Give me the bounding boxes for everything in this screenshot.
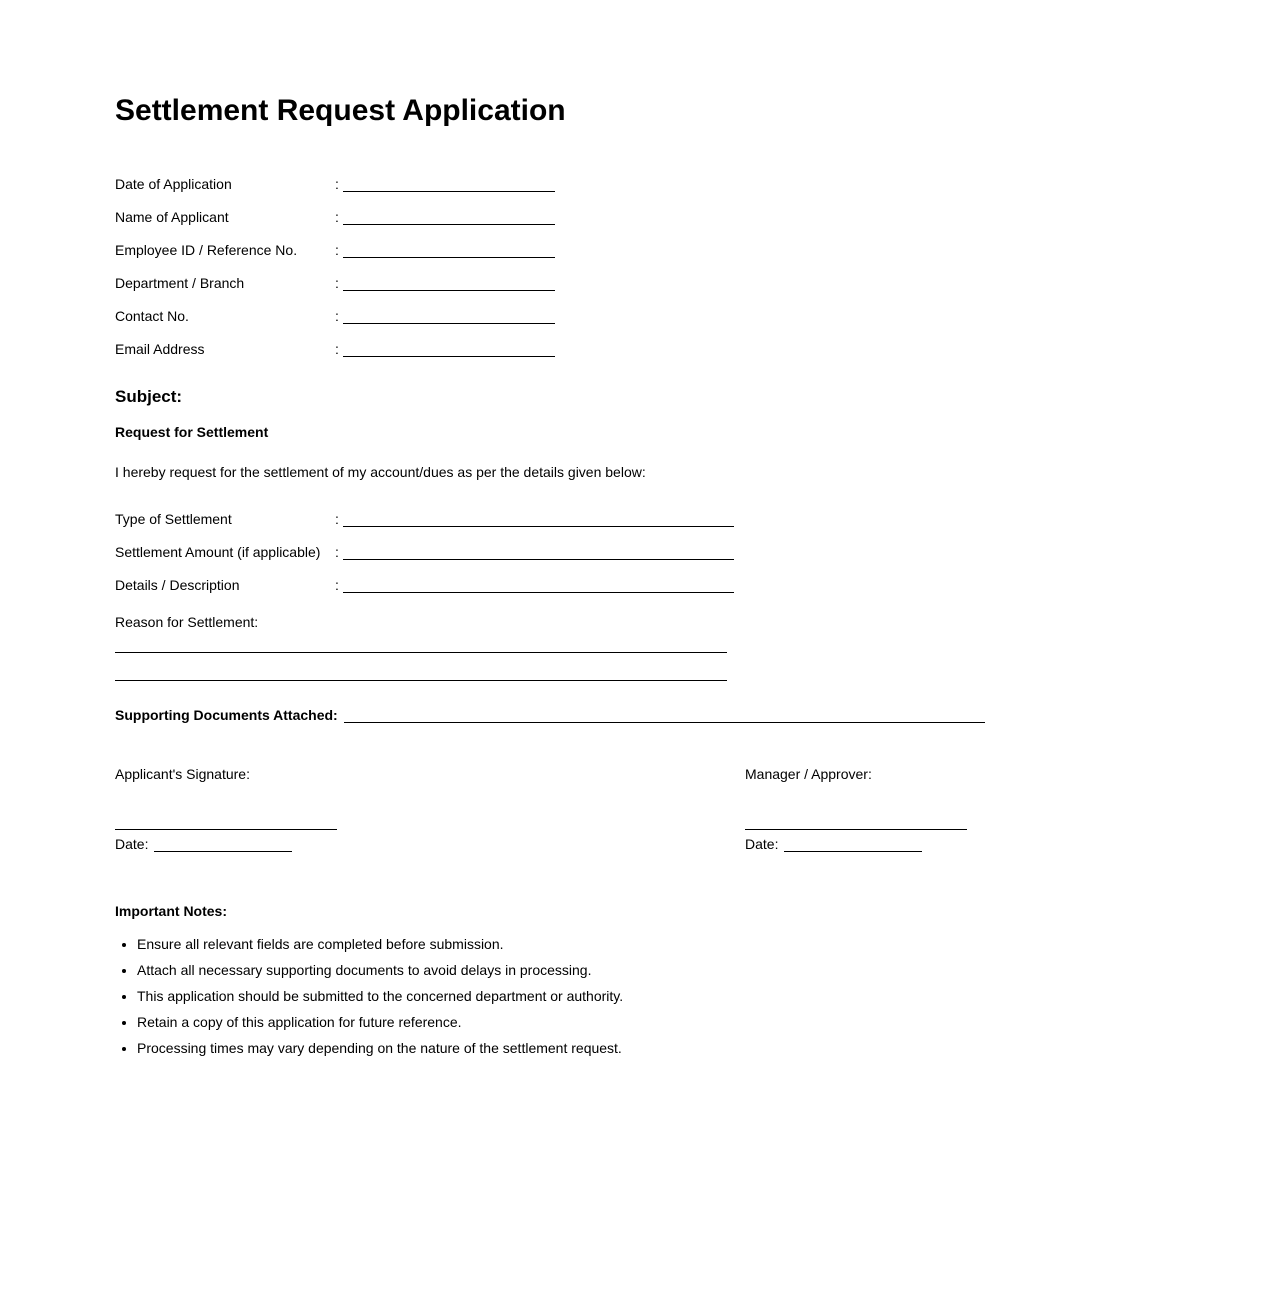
department-branch-blank [343, 275, 555, 291]
settlement-amount-blank [343, 544, 734, 560]
reason-blank-line-1 [115, 652, 727, 653]
request-for-settlement-heading: Request for Settlement [115, 424, 269, 440]
manager-approver-label: Manager / Approver: [745, 766, 872, 782]
note-item: • Retain a copy of this application for future reference. [137, 1014, 1278, 1031]
department-branch-label: Department / Branch [115, 275, 245, 291]
supporting-documents-blank [344, 707, 985, 723]
important-notes-heading: Important Notes: [115, 903, 227, 919]
employee-id-blank [343, 242, 555, 258]
note-item: • This application should be submitted to the concerned department or authority. [137, 988, 1278, 1005]
field-row-type-of-settlement [115, 511, 1278, 528]
settlement-amount-label: Settlement Amount (if applicable) [115, 544, 321, 560]
field-separator: : [335, 242, 339, 258]
date-of-application-label: Date of Application [115, 176, 232, 192]
contact-no-blank [343, 308, 555, 324]
field-separator: : [335, 341, 339, 357]
reason-for-settlement-label: Reason for Settlement: [115, 614, 259, 630]
details-description-label: Details / Description [115, 577, 240, 593]
supporting-documents-label: Supporting Documents Attached: [115, 707, 338, 723]
name-of-applicant-label: Name of Applicant [115, 209, 229, 225]
supporting-documents-row [115, 707, 985, 724]
field-separator: : [335, 209, 339, 225]
note-item: • Processing times may vary depending on the nature of the settlement request. [137, 1040, 1278, 1057]
manager-date-row [745, 836, 967, 853]
field-separator: : [335, 577, 339, 593]
field-row-date-of-application [115, 176, 1278, 193]
date-of-application-blank [343, 176, 555, 192]
page-title: Settlement Request Application [115, 94, 566, 127]
type-of-settlement-label: Type of Settlement [115, 511, 232, 527]
applicant-date-label: Date: [115, 836, 149, 852]
email-address-blank [343, 341, 555, 357]
field-separator: : [335, 176, 339, 192]
subject-heading: Subject: [115, 387, 183, 406]
applicant-signature-label: Applicant's Signature: [115, 766, 250, 782]
signature-section [115, 766, 1278, 853]
manager-date-label: Date: [745, 836, 779, 852]
employee-id-label: Employee ID / Reference No. [115, 242, 298, 258]
details-description-blank [343, 577, 734, 593]
contact-no-label: Contact No. [115, 308, 189, 324]
field-separator: : [335, 308, 339, 324]
note-item: • Attach all necessary supporting documents to avoid delays in processing. [137, 962, 1278, 979]
name-of-applicant-blank [343, 209, 555, 225]
document-page [0, 92, 1278, 1300]
applicant-signature-column [115, 766, 745, 853]
email-address-label: Email Address [115, 341, 205, 357]
field-row-employee-id [115, 242, 1278, 259]
field-row-name-of-applicant [115, 209, 1278, 226]
important-notes-list [115, 936, 1278, 1057]
manager-signature-blank [745, 829, 967, 830]
applicant-date-blank [154, 836, 292, 852]
manager-date-blank [784, 836, 922, 852]
field-row-settlement-amount [115, 544, 1278, 561]
reason-blank-line-2 [115, 680, 727, 681]
field-row-department-branch [115, 275, 1278, 292]
note-item: • Ensure all relevant fields are completed before submission. [137, 936, 1278, 953]
manager-approver-column [745, 766, 967, 853]
settlement-details-section [115, 511, 1278, 594]
field-row-contact-no [115, 308, 1278, 325]
applicant-signature-blank [115, 829, 337, 830]
field-row-email-address [115, 341, 1278, 358]
request-intro-text: I hereby request for the settlement of my account/dues as per the details given below: [115, 464, 646, 480]
field-row-details-description [115, 577, 1278, 594]
applicant-info-section [115, 176, 1278, 358]
field-separator: : [335, 511, 339, 527]
field-separator: : [335, 544, 339, 560]
field-separator: : [335, 275, 339, 291]
applicant-date-row [115, 836, 745, 853]
type-of-settlement-blank [343, 511, 734, 527]
